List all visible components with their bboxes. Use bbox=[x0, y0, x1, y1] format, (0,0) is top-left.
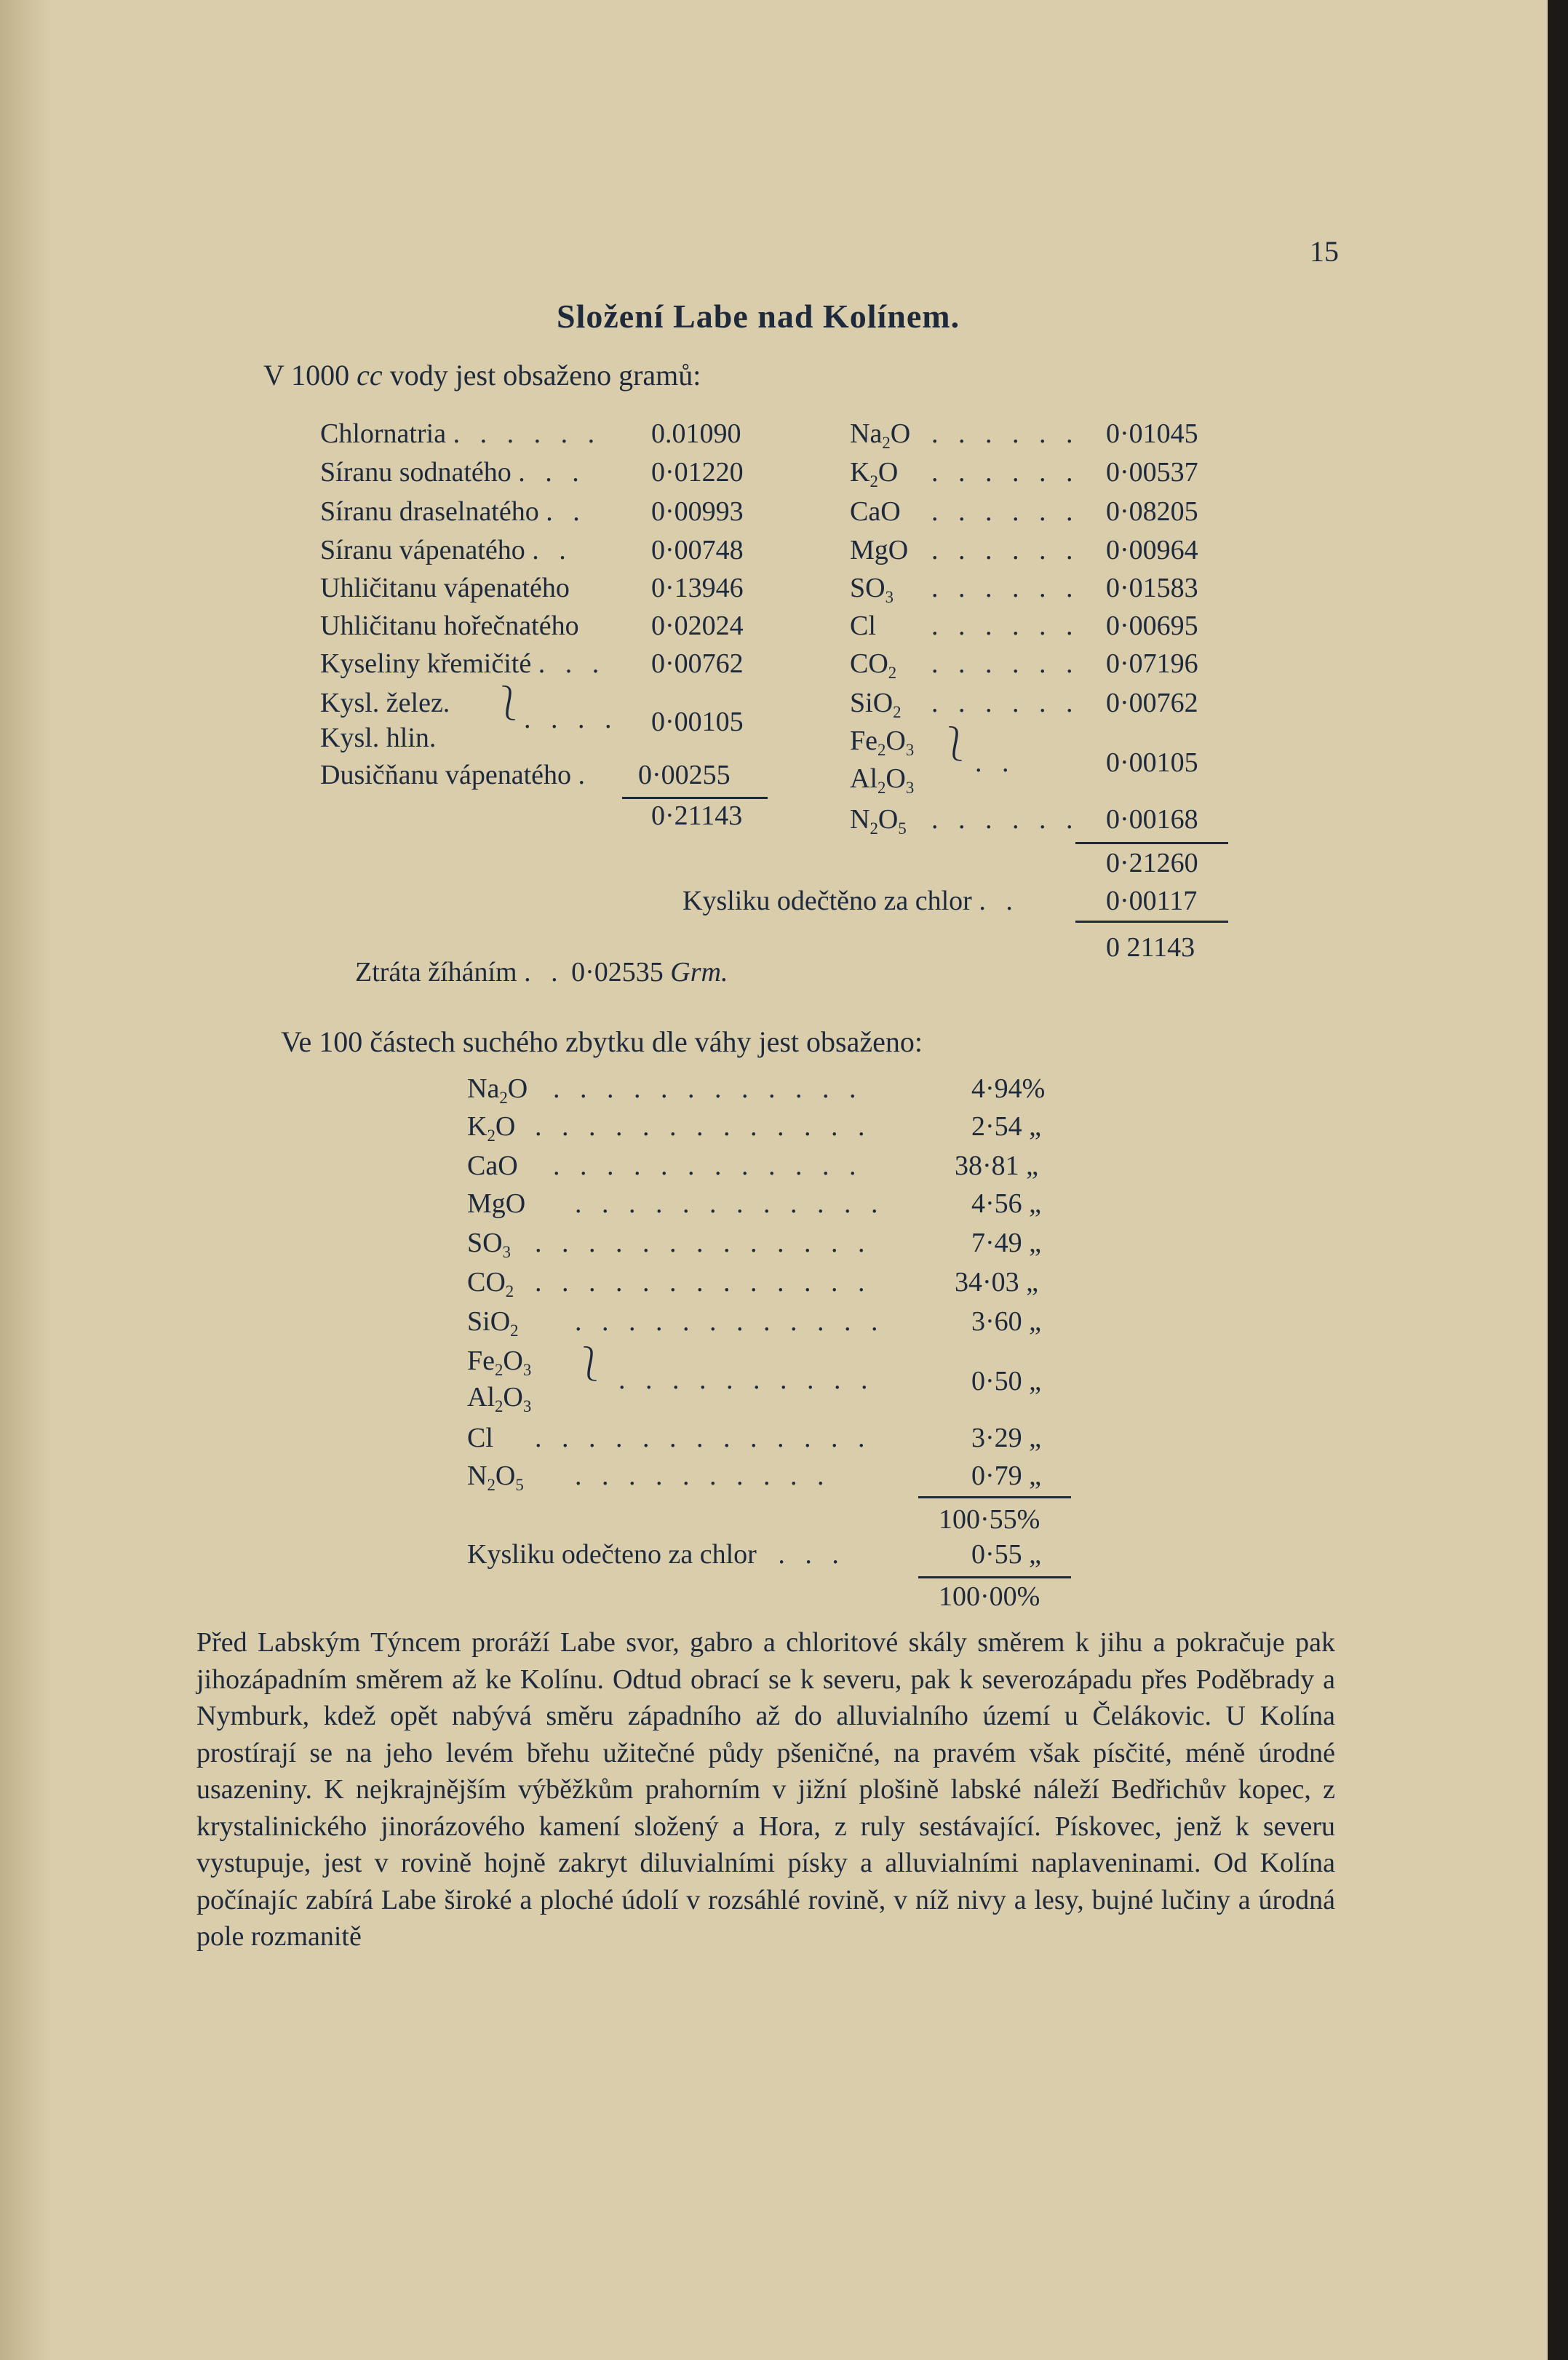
loss-value: 0·02535 bbox=[571, 957, 664, 988]
pct-subtotal bbox=[939, 1503, 1040, 1535]
pct-bracket: ⎱ bbox=[573, 1346, 607, 1383]
formula-sub: 2 bbox=[882, 433, 891, 452]
formula-part: Fe bbox=[467, 1346, 495, 1376]
formula-sub: 2 bbox=[510, 1321, 519, 1340]
pct-unit: „ bbox=[1026, 1151, 1039, 1181]
left-row-label: Chlornatria bbox=[320, 418, 447, 449]
oxygen-label-text: Kysliku odečteno za chlor bbox=[467, 1539, 757, 1570]
pct-dots: . . . . . . . . . . . . . bbox=[535, 1111, 872, 1142]
formula-part: O bbox=[877, 804, 899, 835]
right-grouped-value: 0·00105 bbox=[1106, 747, 1198, 778]
formula-sub: 3 bbox=[522, 1396, 532, 1415]
pct-value bbox=[955, 1150, 1038, 1182]
left-row-value: 0·01220 bbox=[651, 457, 744, 488]
oxygen-label-text: Kysliku odečtěno za chlor bbox=[682, 886, 972, 916]
pct-number: 4·94 bbox=[971, 1073, 1022, 1104]
right-row-value: 0·01583 bbox=[1106, 573, 1198, 603]
right-formula-al2o3 bbox=[850, 763, 914, 795]
left-row-label: Síranu sodnatého bbox=[320, 457, 512, 488]
right-row-dots: . . . . . . bbox=[931, 535, 1080, 565]
left-bracket: ⎱ bbox=[492, 685, 525, 722]
formula-part: O bbox=[890, 418, 911, 449]
left-row-dots: . . bbox=[532, 535, 573, 565]
left-row-dots: . . . bbox=[538, 648, 606, 679]
right-formula: CaO bbox=[850, 496, 901, 527]
pct-value bbox=[971, 1306, 1041, 1338]
pct-oxygen-label bbox=[467, 1538, 845, 1570]
oxygen-dots: . . bbox=[979, 886, 1019, 916]
formula-sub: 2 bbox=[869, 819, 878, 838]
formula-sub: 5 bbox=[898, 819, 907, 838]
right-oxygen-value: 0·00117 bbox=[1106, 886, 1198, 916]
formula-part: K bbox=[850, 457, 870, 488]
pct-value bbox=[971, 1227, 1041, 1259]
right-formula bbox=[850, 648, 896, 680]
pct-dots: . . . . . . . . . . . . . bbox=[535, 1267, 872, 1298]
formula-sub: 2 bbox=[869, 472, 878, 490]
pct-number: 38·81 bbox=[955, 1151, 1019, 1181]
pct-formula bbox=[467, 1266, 514, 1298]
right-row-value: 0·08205 bbox=[1106, 496, 1198, 527]
right-total: 0 21143 bbox=[1106, 932, 1195, 963]
formula-sub: 2 bbox=[487, 1126, 496, 1145]
pct-formula: Cl bbox=[467, 1423, 493, 1453]
pct-number: 3·29 bbox=[971, 1423, 1022, 1453]
left-row-value: 0·00255 bbox=[638, 760, 731, 790]
right-formula bbox=[850, 418, 910, 450]
right-row-value: 0·00695 bbox=[1106, 611, 1198, 641]
formula-sub: 2 bbox=[877, 778, 886, 797]
left-grouped-dots: . . . . bbox=[524, 704, 618, 734]
left-row bbox=[320, 418, 601, 450]
left-row bbox=[320, 534, 573, 566]
pct-formula bbox=[467, 1073, 528, 1105]
left-row-label: Uhličitanu vápenatého bbox=[320, 573, 570, 603]
left-row-value: 0·13946 bbox=[651, 573, 744, 603]
formula-part: CO bbox=[467, 1267, 506, 1298]
formula-sub: 2 bbox=[495, 1396, 504, 1415]
pct-unit: „ bbox=[1029, 1423, 1042, 1453]
left-row-dots: . . bbox=[546, 496, 586, 527]
formula-sub: 2 bbox=[888, 663, 897, 682]
right-row-dots: . . . . . . bbox=[931, 611, 1080, 641]
pct-unit: „ bbox=[1029, 1461, 1042, 1491]
pct-dots: . . . . . . . . . . . . . bbox=[535, 1228, 872, 1258]
pct-formula bbox=[467, 1227, 511, 1259]
right-formula-n2o5 bbox=[850, 803, 907, 838]
pct-formula: MgO bbox=[467, 1188, 526, 1219]
pct-total bbox=[939, 1581, 1040, 1613]
formula-part: Fe bbox=[850, 726, 877, 756]
pct-formula bbox=[467, 1306, 519, 1338]
intro-line bbox=[263, 358, 701, 392]
pct-number: 0·50 bbox=[971, 1366, 1022, 1396]
pct-grouped-dots: . . . . . . . . . . bbox=[618, 1364, 875, 1395]
left-row bbox=[320, 759, 592, 791]
formula-sub: 3 bbox=[522, 1360, 532, 1379]
left-grouped-value: 0·00105 bbox=[651, 707, 744, 737]
left-row-value: 0·00762 bbox=[651, 648, 744, 679]
pct-number: 2·54 bbox=[971, 1111, 1022, 1142]
formula-part: O bbox=[886, 763, 906, 794]
pct-number: 0·55 bbox=[971, 1539, 1022, 1570]
pct-subtotal-rule bbox=[918, 1496, 1071, 1498]
formula-part: Na bbox=[467, 1073, 500, 1104]
formula-sub: 2 bbox=[877, 740, 886, 759]
right-formula bbox=[850, 456, 898, 488]
pct-grouped-value bbox=[971, 1365, 1041, 1397]
left-row bbox=[320, 496, 586, 528]
right-total-rule bbox=[1075, 921, 1228, 923]
formula-part: SiO bbox=[467, 1306, 511, 1337]
formula-part: O bbox=[877, 457, 899, 488]
right-row-dots: . . . . . . bbox=[931, 457, 1080, 488]
formula-sub: 2 bbox=[499, 1088, 508, 1107]
right-row-value: 0·01045 bbox=[1106, 418, 1198, 449]
right-row-dots: . . . . . . bbox=[931, 688, 1080, 718]
loss-line bbox=[355, 956, 728, 988]
right-formula: Cl bbox=[850, 611, 876, 641]
pct-dots: . . . . . . . . . . bbox=[575, 1461, 831, 1491]
left-total: 0·21143 bbox=[651, 800, 743, 831]
right-row-value: 0·07196 bbox=[1106, 648, 1198, 679]
page-right-dark-edge bbox=[1548, 0, 1568, 2360]
oxygen-dots: . . . bbox=[778, 1539, 845, 1570]
loss-dots: . . bbox=[524, 957, 565, 988]
left-row-dots: . bbox=[578, 760, 592, 790]
formula-part: SO bbox=[467, 1228, 503, 1258]
pct-formula-fe2o3 bbox=[467, 1345, 531, 1377]
right-subtotal-rule bbox=[1075, 842, 1228, 844]
formula-sub: 2 bbox=[495, 1360, 504, 1379]
pct-value bbox=[955, 1266, 1038, 1298]
right-formula: MgO bbox=[850, 535, 909, 565]
right-row-dots: . . . . . . bbox=[931, 648, 1080, 679]
formula-sub: 2 bbox=[893, 702, 902, 721]
pct-unit: „ bbox=[1029, 1306, 1042, 1337]
right-bracket: ⎱ bbox=[939, 726, 972, 763]
pct-unit: % bbox=[1016, 1504, 1040, 1535]
pct-total-rule bbox=[918, 1576, 1071, 1578]
formula-sub: 3 bbox=[905, 778, 915, 797]
formula-part: Al bbox=[467, 1382, 495, 1413]
loss-label: Ztráta žíháním bbox=[355, 957, 517, 988]
right-formula-fe2o3 bbox=[850, 725, 914, 757]
formula-part: CO bbox=[850, 648, 888, 679]
left-row-label: Síranu vápenatého bbox=[320, 535, 525, 565]
pct-unit: „ bbox=[1026, 1267, 1039, 1298]
pct-unit: % bbox=[1022, 1073, 1046, 1104]
right-row-dots: . . . . . . bbox=[931, 804, 1080, 835]
right-grouped-dots: . . bbox=[975, 747, 1016, 778]
pct-number: 100·55 bbox=[939, 1504, 1017, 1535]
formula-part: O bbox=[507, 1073, 528, 1104]
right-row-value: 0·00964 bbox=[1106, 535, 1198, 565]
pct-value bbox=[971, 1460, 1041, 1492]
pct-unit: „ bbox=[1029, 1539, 1042, 1570]
pct-value bbox=[971, 1073, 1045, 1105]
loss-unit: Grm. bbox=[670, 957, 728, 988]
formula-part: SO bbox=[850, 573, 886, 603]
pct-number: 0·79 bbox=[971, 1461, 1022, 1491]
left-row-value: 0·02024 bbox=[651, 611, 744, 641]
pct-number: 34·03 bbox=[955, 1267, 1019, 1298]
left-row-value: 0·00748 bbox=[651, 535, 744, 565]
formula-sub: 2 bbox=[505, 1282, 514, 1300]
intro-suffix: vody jest obsaženo gramů: bbox=[382, 359, 701, 392]
left-row-dots: . . . . . . bbox=[453, 418, 602, 449]
left-row-label: Uhličitanu hořečnatého bbox=[320, 611, 579, 641]
right-row-dots: . . . . . . bbox=[931, 496, 1080, 527]
right-row-value: 0·00537 bbox=[1106, 457, 1198, 488]
pct-formula: CaO bbox=[467, 1151, 518, 1181]
pct-formula-n2o5 bbox=[467, 1460, 524, 1492]
formula-part: Al bbox=[850, 763, 877, 794]
right-row-value: 0·00168 bbox=[1106, 804, 1198, 835]
pct-value bbox=[971, 1188, 1041, 1220]
formula-sub: 2 bbox=[487, 1475, 496, 1494]
formula-part: O bbox=[503, 1382, 523, 1413]
intro-unit: cc bbox=[357, 359, 383, 392]
formula-part: O bbox=[886, 726, 906, 756]
left-row bbox=[320, 572, 570, 604]
pct-unit: „ bbox=[1029, 1188, 1042, 1219]
left-row-alumina: Kysl. hlin. bbox=[320, 723, 437, 753]
page-left-edge-shading bbox=[0, 0, 51, 2360]
pct-dots: . . . . . . . . . . . . bbox=[575, 1306, 885, 1337]
page-number: 15 bbox=[1310, 235, 1339, 268]
formula-part: N bbox=[850, 804, 870, 835]
pct-value bbox=[971, 1111, 1041, 1143]
formula-part: SiO bbox=[850, 688, 894, 718]
page-title: Složení Labe nad Kolínem. bbox=[557, 298, 960, 335]
formula-part: N bbox=[467, 1461, 487, 1491]
formula-part: O bbox=[495, 1111, 516, 1142]
pct-oxygen-value bbox=[971, 1538, 1041, 1570]
pct-dots: . . . . . . . . . . . . . bbox=[535, 1423, 872, 1453]
left-row bbox=[320, 610, 579, 642]
right-row-value: 0·00762 bbox=[1106, 688, 1198, 718]
left-row-value: 0.01090 bbox=[651, 418, 741, 449]
right-subtotal: 0·21260 bbox=[1106, 848, 1198, 878]
pct-unit: % bbox=[1016, 1581, 1040, 1612]
left-row-dots: . . . bbox=[518, 457, 586, 488]
formula-sub: 3 bbox=[905, 740, 915, 759]
pct-unit: „ bbox=[1029, 1228, 1042, 1258]
left-row bbox=[320, 456, 586, 488]
body-paragraph-text: Před Labským Týncem proráží Labe svor, gabro a chloritové skály směrem k jihu a pokračuje pak jihozápadním směrem až ke Kolínu. Odtud obrací se k severu, pak k severozápadu přes Poděbrady a Nymburk, kdež opět nabývá směru západního až do alluvialního území u Čelákovic. U Kolína prostírají se na jeho levém břehu užitečné půdy pšeničné, na pravém však písčité, méně úrodné usazeniny. K nejkrajnějším výběžkům prahorním v jižní plošině labské náleží Bedřichův kopec, z krystalinického jinorázového kamení složený a Hora, z ruly sestávající. Pískovec, jenž k severu vystupuje, jest v rovině hojně zakryt diluvialními písky a alluvialními naplaveninami. Od Kolína počínajíc zabírá Labe široké a ploché údolí v rozsáhlé rovině, v níž nivy a lesy, bujné lučiny a úrodná pole rozmanitě bbox=[196, 1627, 1335, 1952]
formula-sub: 5 bbox=[515, 1475, 524, 1494]
left-row-value: 0·00993 bbox=[651, 496, 744, 527]
pct-unit: „ bbox=[1029, 1366, 1042, 1396]
intro-prefix: V 1000 bbox=[263, 359, 357, 392]
formula-sub: 3 bbox=[885, 587, 894, 606]
right-formula bbox=[850, 572, 894, 604]
pct-number: 3·60 bbox=[971, 1306, 1022, 1337]
pct-number: 100·00 bbox=[939, 1581, 1017, 1612]
left-row-label: Síranu draselnatého bbox=[320, 496, 539, 527]
formula-part: Na bbox=[850, 418, 883, 449]
formula-part: O bbox=[503, 1346, 523, 1376]
pct-value bbox=[971, 1422, 1041, 1454]
left-row bbox=[320, 648, 605, 680]
left-row-label: Dusičňanu vápenatého bbox=[320, 760, 572, 790]
pct-dots: . . . . . . . . . . . . bbox=[553, 1151, 863, 1181]
formula-part: K bbox=[467, 1111, 487, 1142]
left-row-iron: Kysl. želez. bbox=[320, 688, 450, 718]
left-row-label: Kyseliny křemičité bbox=[320, 648, 532, 679]
pct-unit: „ bbox=[1029, 1111, 1042, 1142]
right-row-dots: . . . . . . bbox=[931, 418, 1080, 449]
right-oxygen-label bbox=[682, 885, 1019, 917]
formula-sub: 3 bbox=[502, 1242, 511, 1261]
pct-dots: . . . . . . . . . . . . bbox=[553, 1073, 863, 1104]
right-formula bbox=[850, 687, 902, 719]
pct-dots: . . . . . . . . . . . . bbox=[575, 1188, 885, 1219]
right-row-dots: . . . . . . bbox=[931, 573, 1080, 603]
left-sum-rule bbox=[622, 797, 768, 799]
pct-number: 7·49 bbox=[971, 1228, 1022, 1258]
pct-number: 4·56 bbox=[971, 1188, 1022, 1219]
formula-part: O bbox=[495, 1461, 516, 1491]
percent-intro: Ve 100 částech suchého zbytku dle váhy jest obsaženo: bbox=[281, 1025, 923, 1058]
pct-formula-al2o3 bbox=[467, 1381, 531, 1413]
body-paragraph bbox=[196, 1624, 1335, 1955]
pct-formula bbox=[467, 1111, 515, 1143]
